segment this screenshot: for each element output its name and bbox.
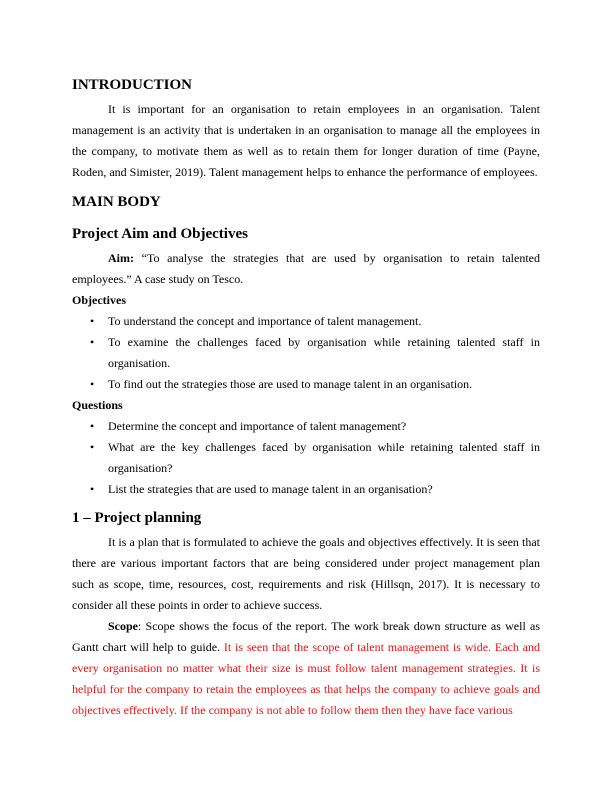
objective-item: • To examine the challenges faced by organisation while retaining talented staff in organisation. [108, 332, 540, 374]
scope-paragraph [72, 616, 540, 721]
question-item: • List the strategies that are used to manage talent in an organisation? [108, 479, 540, 500]
scope-red-text: It is seen that the scope of talent management is wide. Each and every organisation no matter what their size is must follow talent management strategies. It is helpful for the company to retain the employees as that helps the company to achieve goals and objectives effectively. If the company is not able to follow them then they have face various [72, 640, 540, 717]
objectives-list [72, 311, 540, 395]
introduction-heading: INTRODUCTION [72, 77, 193, 93]
objective-item: • To find out the strategies those are used to manage talent in an organisation. [108, 374, 540, 395]
objective-item: • To understand the concept and importance of talent management. [108, 311, 540, 332]
question-item: • What are the key challenges faced by organisation while retaining talented staff in organisation? [108, 437, 540, 479]
scope-label: Scope [108, 619, 138, 633]
questions-heading: Questions [72, 398, 123, 412]
introduction-paragraph: It is important for an organisation to retain employees in an organisation. Talent management is an activity that is undertaken in an organisation to manage all the employees in the company, to motivate them as well as to retain them for longer duration of time (Payne, Roden, and Simister, 2019). Talent management helps to enhance the performance of employees. [72, 102, 540, 179]
document-page [72, 76, 540, 721]
questions-list [72, 416, 540, 500]
project-planning-heading: 1 – Project planning [72, 510, 202, 526]
project-aim-heading: Project Aim and Objectives [72, 226, 248, 242]
scope-text: : Scope shows the focus of the report. The work break down structure as well as Gantt chart will help to guide. [72, 619, 540, 654]
objectives-heading: Objectives [72, 293, 126, 307]
aim-text: “To analyse the strategies that are used by organisation to retain talented employees.” A case study on Tesco. [72, 251, 540, 286]
project-planning-paragraph: It is a plan that is formulated to achieve the goals and objectives effectively. It is seen that there are various important factors that are being considered under project management plan such as scope, time, resources, cost, requirements and risk (Hillsqn, 2017). It is necessary to consider all these points in order to achieve success. [72, 535, 540, 612]
aim-label: Aim: [108, 251, 134, 265]
question-item: • Determine the concept and importance of talent management? [108, 416, 540, 437]
aim-paragraph [72, 248, 540, 290]
main-body-heading: MAIN BODY [72, 194, 161, 210]
